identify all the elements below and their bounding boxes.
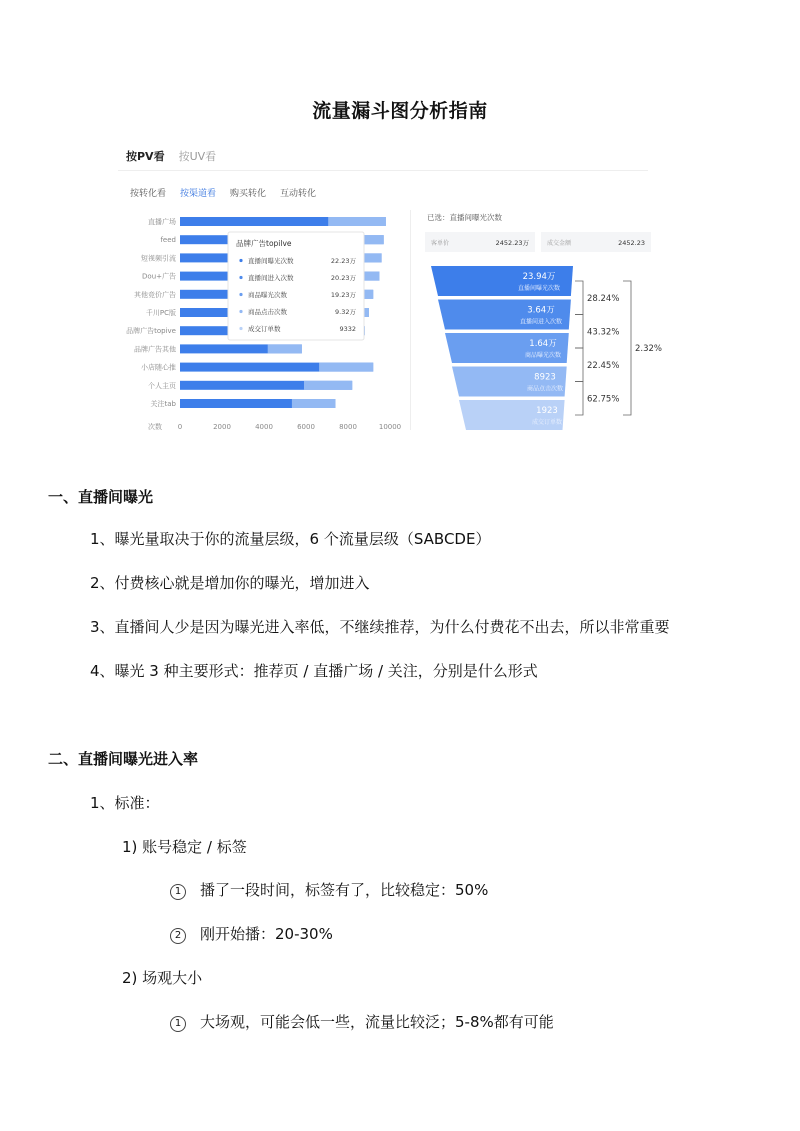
tooltip-row-value: 22.23万	[330, 257, 356, 265]
funnel-stage-label: 商品点击次数	[526, 385, 564, 393]
summary-label: 成交金额	[547, 240, 572, 247]
bar-category-label: 千川PC版	[145, 309, 176, 317]
circled-number: 1	[170, 1016, 186, 1032]
tooltip-row-label: 商品点击次数	[248, 308, 287, 316]
summary-label: 客单价	[431, 240, 450, 247]
section2-heading: 二、直播间曝光进入率	[48, 750, 199, 768]
circled-number: 1	[170, 884, 186, 900]
bar-tooltip	[228, 232, 364, 340]
funnel-stage-label: 直播间进入次数	[519, 318, 563, 326]
section1-heading: 一、直播间曝光	[48, 488, 154, 506]
tooltip-dot	[239, 310, 242, 313]
bar-category-label: 短视频引流	[141, 254, 176, 263]
tooltip-row-value: 19.23万	[330, 291, 356, 299]
bar-highlight	[268, 344, 302, 353]
funnel-stage-label: 成交订单数	[531, 419, 563, 426]
funnel-stage-value: 8923	[534, 372, 556, 383]
section2-standard: 1、标准：	[90, 794, 160, 812]
tab-by-channel[interactable]: 按渠道看	[180, 189, 217, 199]
x-tick-label: 10000	[378, 423, 402, 432]
funnel-selected-label: 已选：直播间曝光次数	[427, 213, 502, 222]
stage-rate: 43.32%	[587, 327, 620, 338]
stage-rate: 62.75%	[587, 394, 620, 405]
tooltip-dot	[239, 327, 242, 330]
bar-category-label: feed	[160, 236, 176, 245]
bar-category-label: 小店随心推	[141, 363, 176, 372]
overall-bracket	[623, 281, 631, 415]
bar-category-label: 其他竞价广告	[134, 290, 176, 299]
channel-bar-chart	[118, 210, 408, 440]
section2-sub2-point-1	[170, 1011, 554, 1032]
bar-highlight	[304, 381, 352, 390]
tab-by-uv[interactable]: 按UV看	[178, 150, 217, 163]
funnel-stage-value: 1923	[536, 406, 558, 416]
section2-sub2-label: 2) 场观大小	[122, 969, 203, 987]
figure-divider	[410, 210, 411, 430]
rate-bracket	[575, 315, 583, 349]
x-tick-label: 4000	[255, 423, 273, 432]
tooltip-dot	[239, 293, 242, 296]
rate-bracket	[575, 281, 583, 315]
stage-rate: 22.45%	[587, 360, 620, 371]
tooltip-row-label: 直播间曝光次数	[248, 257, 294, 265]
document-title: 流量漏斗图分析指南	[312, 100, 488, 122]
rate-bracket	[575, 382, 583, 416]
x-tick-label: 6000	[297, 423, 315, 432]
x-axis-label: 次数	[148, 423, 162, 432]
funnel-stage-value: 23.94万	[522, 272, 556, 282]
tooltip-row-value: 20.23万	[330, 274, 356, 282]
secondary-tabs	[130, 186, 316, 199]
tooltip-row-label: 商品曝光次数	[248, 291, 287, 299]
funnel-stage-label: 直播间曝光次数	[517, 285, 561, 292]
summary-value: 2452.23万	[495, 239, 529, 247]
point-text: 大场观，可能会低一些，流量比较泛；5-8%都有可能	[200, 1013, 554, 1031]
tab-by-conversion[interactable]: 按转化看	[130, 189, 167, 199]
tooltip-row-value: 9332	[339, 325, 356, 333]
funnel-stage-label: 商品曝光次数	[524, 352, 562, 359]
tooltip-row-value: 9.32万	[335, 308, 356, 316]
section2-sub1-label: 1) 账号稳定 / 标签	[122, 838, 247, 856]
tab-by-pv[interactable]: 按PV看	[126, 150, 165, 163]
point-text: 刚开始播：20-30%	[200, 925, 333, 943]
bar-highlight	[319, 363, 373, 372]
tab-interaction-conversion[interactable]: 互动转化	[280, 189, 317, 199]
x-tick-label: 0	[177, 423, 183, 432]
bar-category-label: 直播广场	[148, 218, 176, 226]
funnel-stage-value: 1.64万	[529, 339, 557, 349]
bar-category-label: 品牌广告topive	[126, 327, 176, 336]
bar-category-label: Dou+广告	[142, 272, 176, 281]
section1-item-4: 4、曝光 3 种主要形式：推荐页 / 直播广场 / 关注，分别是什么形式	[90, 662, 538, 680]
point-text: 播了一段时间，标签有了，比较稳定：50%	[200, 881, 489, 899]
rate-bracket	[575, 348, 583, 382]
section1-item-3: 3、直播间人少是因为曝光进入率低，不继续推荐，为什么付费花不出去，所以非常重要	[90, 618, 670, 636]
summary-value: 2452.23	[618, 239, 645, 247]
conversion-funnel	[423, 202, 663, 438]
section1-item-2: 2、付费核心就是增加你的曝光，增加进入	[90, 574, 370, 592]
section2-sub1-point-1	[170, 879, 488, 900]
bar-category-label: 关注tab	[150, 400, 176, 408]
tooltip-row-label: 成交订单数	[248, 325, 281, 333]
tooltip-dot	[239, 276, 242, 279]
tab-divider	[118, 170, 648, 171]
circled-number: 2	[170, 928, 186, 944]
bar-highlight	[292, 399, 336, 408]
tooltip-row-label: 直播间进入次数	[248, 274, 294, 282]
section1-item-1: 1、曝光量取决于你的流量层级，6 个流量层级（SABCDE）	[90, 530, 491, 548]
primary-tabs	[126, 148, 216, 164]
tooltip-box	[228, 232, 364, 340]
tooltip-title: 品牌广告topilve	[236, 239, 292, 248]
bar-category-label: 品牌广告其他	[134, 345, 176, 354]
funnel-screenshot-figure	[118, 140, 666, 440]
tooltip-dot	[239, 259, 242, 262]
tab-purchase-conversion[interactable]: 购买转化	[230, 189, 267, 199]
x-tick-label: 2000	[213, 423, 231, 432]
section2-sub1-point-2	[170, 923, 333, 944]
bar-highlight	[328, 217, 386, 226]
bar-category-label: 个人主页	[148, 381, 176, 390]
stage-rate: 28.24%	[587, 293, 620, 304]
funnel-stage-value: 3.64万	[527, 305, 555, 316]
x-tick-label: 8000	[339, 423, 357, 432]
overall-rate: 2.32%	[635, 344, 663, 354]
